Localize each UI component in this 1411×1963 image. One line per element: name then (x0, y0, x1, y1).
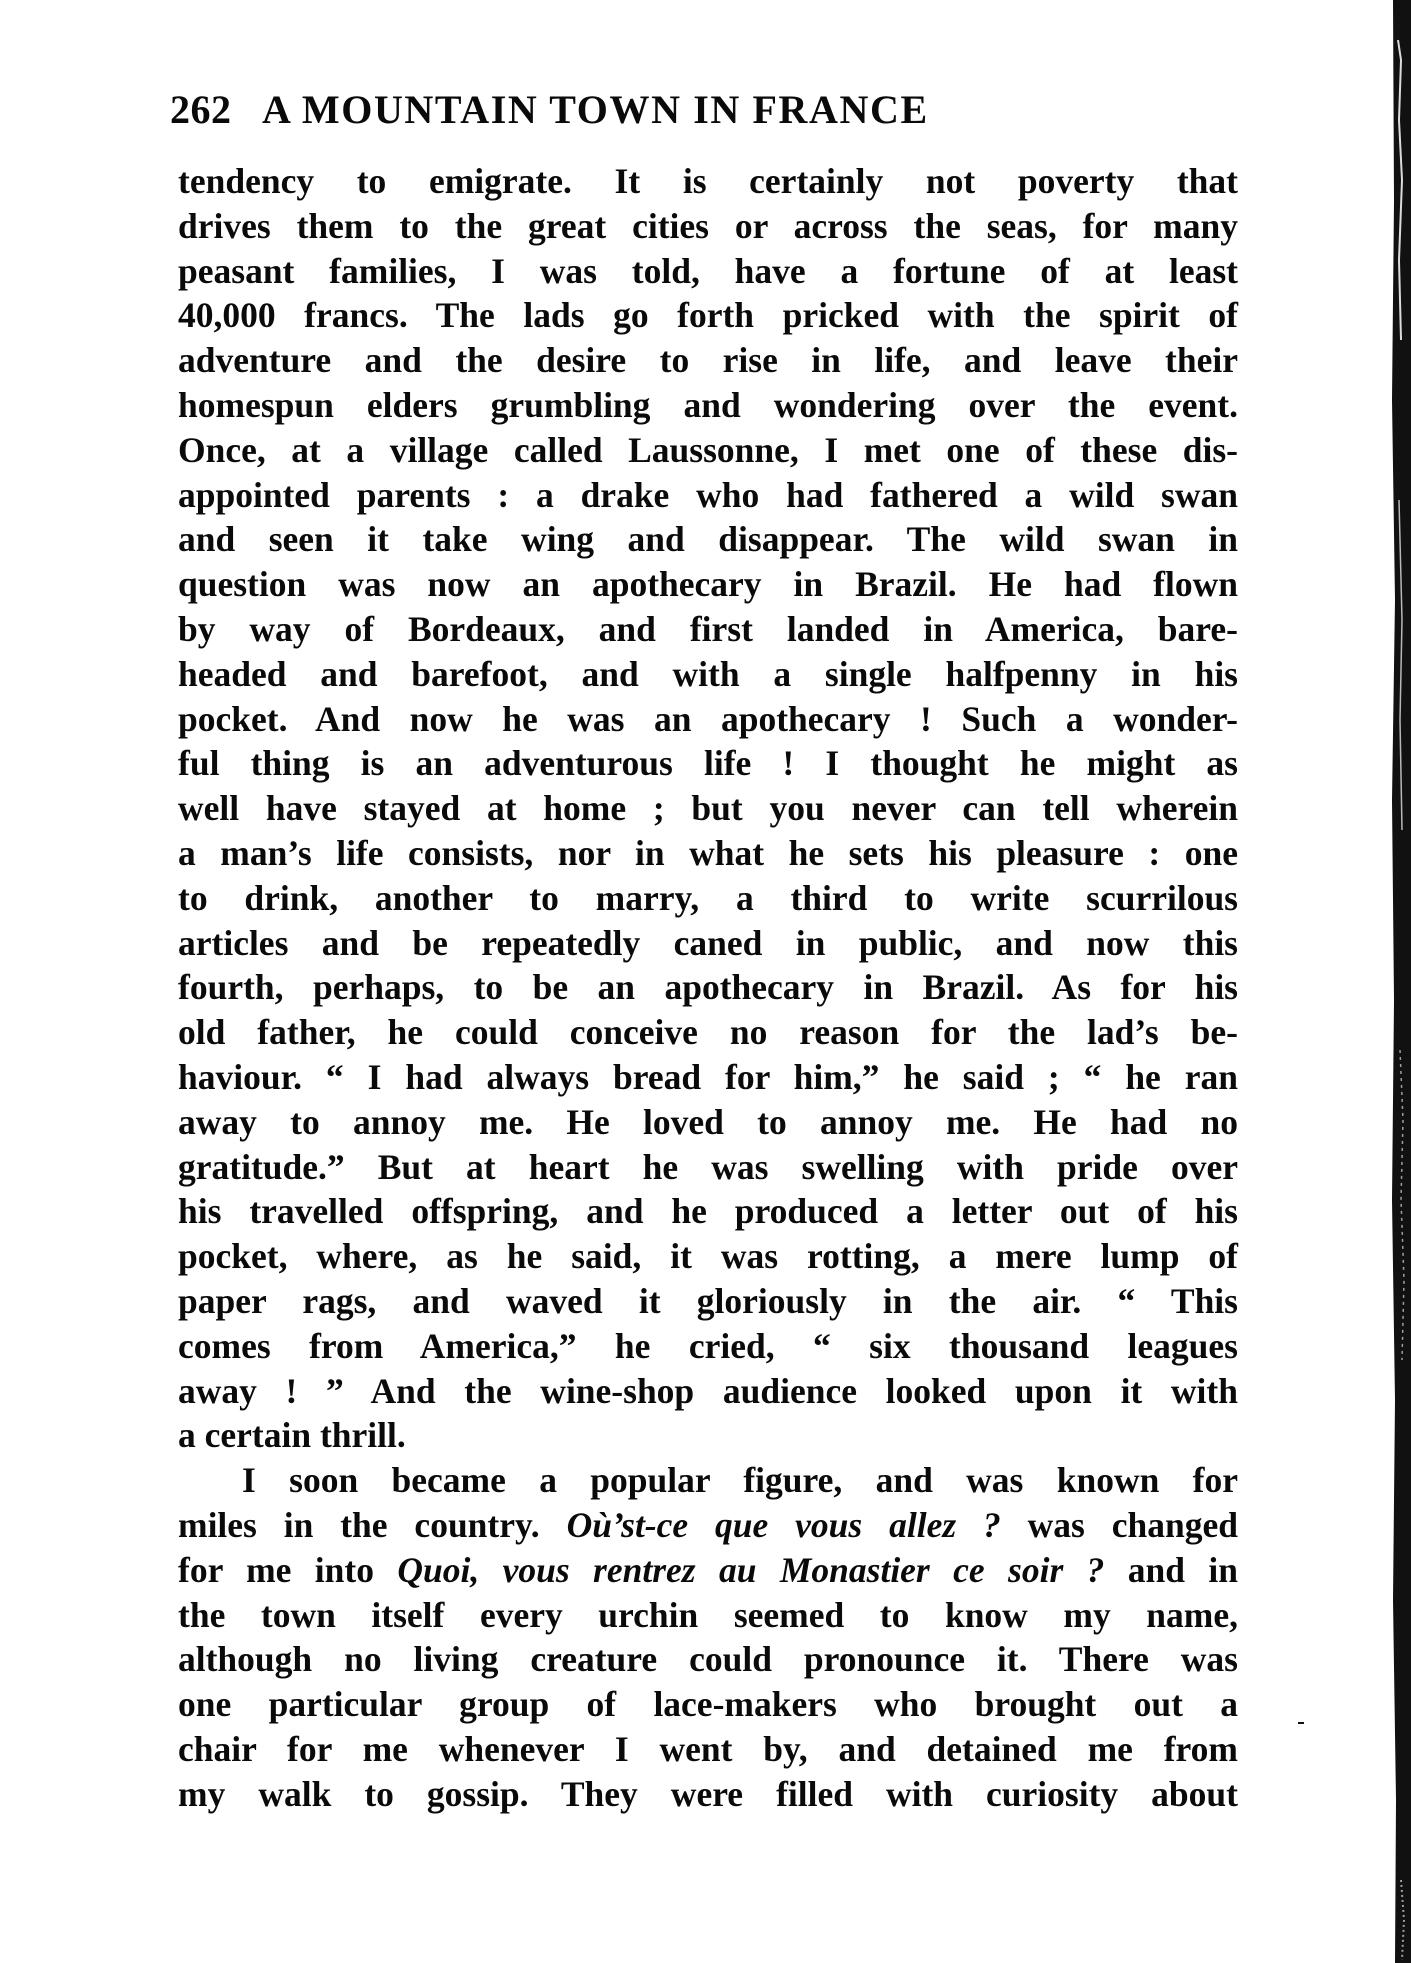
text-line: to drink, another to marry, a third to write scurrilous (178, 877, 1238, 918)
text-line: by way of Bordeaux, and first landed in America, bare- (178, 608, 1238, 649)
running-head (170, 88, 1110, 132)
text-line: Once, at a village called Laussonne, I met one of these dis- (178, 429, 1238, 470)
text-line: my walk to gossip. They were filled with curiosity about (178, 1773, 1238, 1814)
binding-edge (1390, 0, 1411, 1963)
text-line: a man’s life consists, nor in what he sets his pleasure : one (178, 832, 1238, 873)
text-line: headed and barefoot, and with a single halfpenny in his (178, 653, 1238, 694)
text-line: a certain thrill. (178, 1415, 406, 1456)
text-span: for me into (178, 1549, 398, 1590)
text-line: articles and be repeatedly caned in public, and now this (178, 922, 1238, 963)
page-number: 262 (170, 87, 232, 132)
text-line: tendency to emigrate. It is certainly not poverty that (178, 161, 1238, 201)
text-line: ful thing is an adventurous life ! I thought he might as (178, 743, 1238, 784)
text-line: gratitude.” But at heart he was swelling with pride over (178, 1146, 1238, 1187)
italic-french-phrase: Quoi, vous rentrez au Monastier ce soir ? (397, 1549, 1105, 1590)
text-line: old father, he could conceive no reason for the lad’s be- (178, 1012, 1238, 1053)
paragraph-2 (178, 1458, 1238, 1816)
text-line: question was now an apothecary in Brazil. He had flown (178, 564, 1238, 605)
text-line: comes from America,” he cried, “ six thousand leagues (178, 1325, 1238, 1366)
text-line: appointed parents : a drake who had fathered a wild swan (178, 474, 1238, 515)
text-line: paper rags, and waved it gloriously in the air. “ This (178, 1280, 1238, 1321)
text-line: drives them to the great cities or across the seas, for many (178, 205, 1238, 246)
text-line: his travelled offspring, and he produced a letter out of his (178, 1191, 1238, 1232)
text-line-with-italic (178, 1548, 1238, 1593)
paragraph-1 (178, 159, 1238, 1458)
text-line: I soon became a popular figure, and was known for (242, 1460, 1238, 1501)
text-line: away to annoy me. He loved to annoy me. He had no (178, 1101, 1238, 1142)
italic-french-phrase: Où’st-ce que vous allez ? (566, 1504, 1001, 1545)
text-line: and seen it take wing and disappear. The wild swan in (178, 519, 1238, 560)
text-line: peasant families, I was told, have a fortune of at least (178, 250, 1238, 291)
text-line: one particular group of lace-makers who brought out a (178, 1684, 1238, 1725)
text-line: although no living creature could pronounce it. There was (178, 1639, 1238, 1680)
text-line: away ! ” And the wine-shop audience looked upon it with (178, 1370, 1238, 1411)
text-line: pocket, where, as he said, it was rotting, a mere lump of (178, 1236, 1238, 1277)
body-text (178, 159, 1238, 1816)
scan-speck (1298, 1722, 1304, 1724)
text-line: homespun elders grumbling and wondering over the event. (178, 384, 1238, 425)
text-line: adventure and the desire to rise in life, and leave their (178, 340, 1238, 381)
text-line: fourth, perhaps, to be an apothecary in Brazil. As for his (178, 967, 1238, 1008)
text-span: miles in the country. (178, 1504, 567, 1545)
text-line-with-italic (178, 1503, 1238, 1548)
text-span: and in (1104, 1549, 1239, 1590)
text-line: well have stayed at home ; but you never can tell wherein (178, 788, 1238, 829)
text-line: haviour. “ I had always bread for him,” he said ; “ he ran (178, 1056, 1238, 1097)
running-title: A MOUNTAIN TOWN IN FRANCE (262, 87, 929, 132)
text-line: the town itself every urchin seemed to know my name, (178, 1594, 1238, 1635)
text-span: was changed (1000, 1504, 1238, 1545)
text-line: 40,000 francs. The lads go forth pricked with the spirit of (178, 295, 1238, 336)
text-line: pocket. And now he was an apothecary ! Such a wonder- (178, 698, 1238, 739)
text-line: chair for me whenever I went by, and detained me from (178, 1728, 1238, 1769)
